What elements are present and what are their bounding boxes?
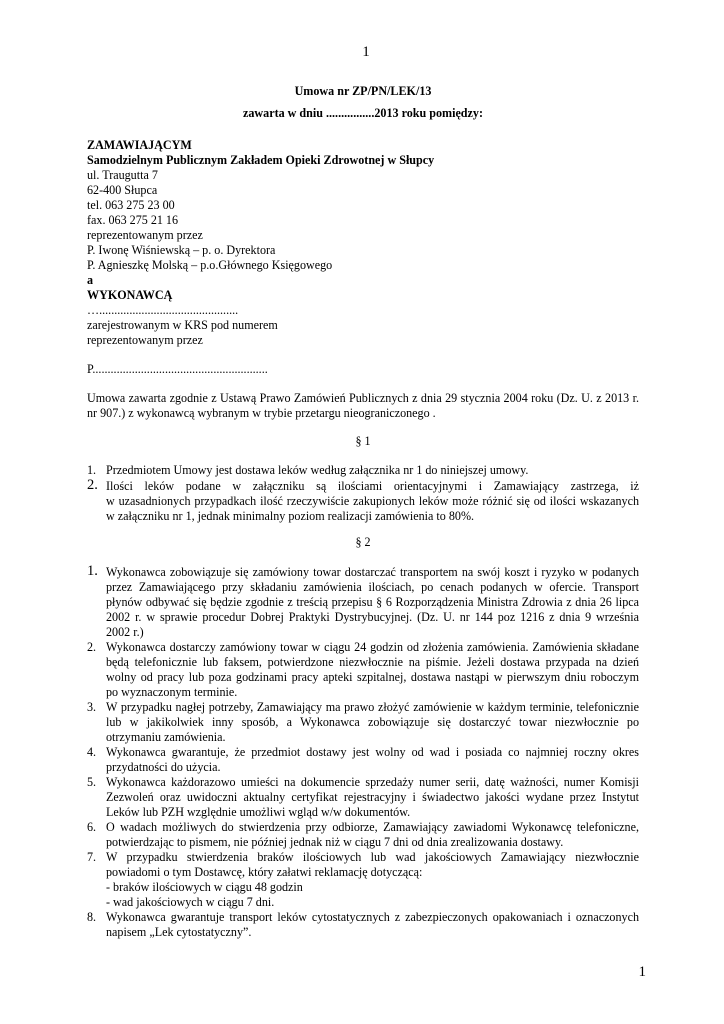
ordering-party-city: 62-400 Słupca	[87, 183, 158, 197]
text-line: przez Zamawiającego przy składaniu zamówienia ilościach, po cenach podanych w ofercie. Transport	[106, 579, 639, 594]
contractor-person-blank: P..........................................................	[87, 362, 268, 376]
list-item-number: 6.	[87, 820, 97, 834]
list-item-text	[106, 850, 639, 910]
and-conjunction: a	[87, 273, 94, 287]
text-line: Wykonawca zobowiązuje się zamówiony towar dostarczać transportem na swój koszt i ryzyko w podanych	[106, 565, 639, 579]
text-line: powiadomi o tym Dostawcę, który załatwi reklamację dotyczącą:	[106, 864, 423, 879]
text-line: - wad jakościowych w ciągu 7 dni.	[106, 894, 275, 909]
list-item-text	[106, 775, 639, 820]
intro-line: Umowa zawarta zgodnie z Ustawą Prawo Zamówień Publicznych z dnia 29 stycznia 2004 roku (Dz. U. z 2013 r.	[87, 391, 639, 405]
list-item-text	[106, 479, 639, 524]
text-line: Leków lub PZH względnie umożliwi wgląd w/w dokumentów.	[106, 804, 411, 819]
text-line: Zezwoleń oraz uwidoczni aktualny certyfikat rejestracyjny i świadectwo jakości wydane przez Instytut	[106, 789, 639, 804]
list-item-number: 2.	[87, 477, 98, 493]
list-item-text	[106, 745, 639, 775]
list-item-text	[106, 910, 639, 940]
ordering-party-fax: fax. 063 275 21 16	[87, 213, 179, 227]
ordering-party-rep2: P. Agnieszkę Molską – p.o.Głównego Księgowego	[87, 258, 333, 272]
contractor-name-blank: …..............................................	[87, 303, 239, 317]
ordering-party-represented: reprezentowanym przez	[87, 228, 203, 242]
ordering-party-heading: ZAMAWIAJĄCYM	[87, 138, 192, 152]
section-1-heading: § 1	[355, 434, 371, 448]
text-line: Wykonawca dostarczy zamówiony towar w ciągu 24 godzin od złożenia zamówienia. Zamówienia składane	[106, 640, 639, 654]
text-line: po wyznaczonym terminie.	[106, 684, 238, 699]
text-line: Wykonawca gwarantuje transport leków cytostatycznych z zabezpieczonych opakowaniach i oznaczonych	[106, 910, 639, 924]
contract-title: Umowa nr ZP/PN/LEK/13	[294, 84, 432, 98]
intro-paragraph	[87, 391, 639, 421]
text-line: Wykonawca gwarantuje, że przedmiot dostawy jest wolny od wad i posiada co najmniej roczny okres	[106, 745, 639, 759]
text-line: będą telefonicznie lub faksem, potwierdzone niezwłocznie na piśmie. Jeżeli dostawa przypada na dzień	[106, 654, 639, 669]
list-item-text	[106, 700, 639, 745]
list-item-number: 8.	[87, 910, 97, 924]
text-line: Przedmiotem Umowy jest dostawa leków według załącznika nr 1 do niniejszej umowy.	[106, 463, 529, 477]
page-number-top: 1	[362, 44, 370, 60]
ordering-party-name: Samodzielnym Publicznym Zakładem Opieki Zdrowotnej w Słupcy	[87, 153, 435, 167]
list-item-number: 1.	[87, 563, 98, 579]
text-line: lub w jakikolwiek inny sposób, a Wykonawca zobowiązuje się dostarczyć towar niezwłocznie po	[106, 714, 639, 729]
intro-line: nr 907.) z wykonawcą wybranym w trybie przetargu nieograniczonego .	[87, 406, 436, 420]
section-2-heading: § 2	[355, 535, 371, 549]
text-line: - braków ilościowych w ciągu 48 godzin	[106, 879, 303, 894]
list-item-number: 2.	[87, 640, 97, 654]
text-line: otrzymaniu zamówienia.	[106, 729, 226, 744]
text-line: w załączniku nr 1, jednak minimalny poziom realizacji zamówienia to 80%.	[106, 508, 475, 523]
contractor-represented: reprezentowanym przez	[87, 333, 203, 347]
text-line: wolny od pracy lub poza godzinami pracy apteki szpitalnej, dostawa nastąpi w pierwszym dniu roboczym	[106, 669, 639, 684]
text-line: Ilości leków podane w załączniku są ilościami orientacyjnymi i Zamawiający zastrzega, iż	[106, 479, 639, 493]
contractor-krs: zarejestrowanym w KRS pod numerem	[87, 318, 278, 332]
list-item-number: 3.	[87, 700, 97, 714]
list-item-number: 5.	[87, 775, 97, 789]
text-line: W przypadku stwierdzenia braków ilościowych lub wad jakościowych Zamawiający niezwłocznie	[106, 850, 639, 864]
text-line: napisem „Lek cytostatyczny”.	[106, 924, 252, 939]
text-line: O wadach możliwych do stwierdzenia przy odbiorze, Zamawiający zawiadomi Wykonawcę telefoniczne,	[106, 820, 639, 834]
text-line: w uzasadnionych przypadkach ilość rzeczywiście zakupionych leków może różnić się od ilości wskazanych	[106, 493, 639, 508]
list-item-text	[106, 640, 639, 700]
ordering-party-tel: tel. 063 275 23 00	[87, 198, 175, 212]
text-line: potwierdzając to pismem, nie później jednak niż w ciągu 7 dni od dnia zrealizowania dostawy.	[106, 834, 564, 849]
ordering-party-rep1: P. Iwonę Wiśniewską – p. o. Dyrektora	[87, 243, 276, 257]
contract-subtitle: zawarta w dniu ................2013 roku pomiędzy:	[243, 106, 483, 120]
list-item-text	[106, 820, 639, 850]
list-item-number: 1.	[87, 463, 97, 477]
text-line: Wykonawca każdorazowo umieści na dokumencie sprzedaży numer serii, datę ważności, numer Komisji	[106, 775, 639, 789]
text-line: 2002 r. w sprawie procedur Dobrej Praktyki Dystrybucyjnej. (Dz. U. nr 144 poz 1216 z dnia 9 września	[106, 609, 639, 624]
list-item-text	[106, 463, 639, 478]
list-item-number: 7.	[87, 850, 97, 864]
text-line: W przypadku nagłej potrzeby, Zamawiający ma prawo złożyć zamówienie w każdym terminie, telefonicznie	[106, 700, 639, 714]
text-line: 2002 r.)	[106, 624, 144, 639]
text-line: przydatności do użycia.	[106, 759, 221, 774]
ordering-party-street: ul. Traugutta 7	[87, 168, 158, 182]
text-line: płynów odbywać się będzie zgodnie z treścią przepisu § 6 Rozporządzenia Ministra Zdrowia z dnia 26 lipca	[106, 594, 639, 609]
contractor-heading: WYKONAWCĄ	[87, 288, 173, 302]
list-item-text	[106, 565, 639, 640]
page-number-bottom: 1	[638, 964, 646, 980]
list-item-number: 4.	[87, 745, 97, 759]
